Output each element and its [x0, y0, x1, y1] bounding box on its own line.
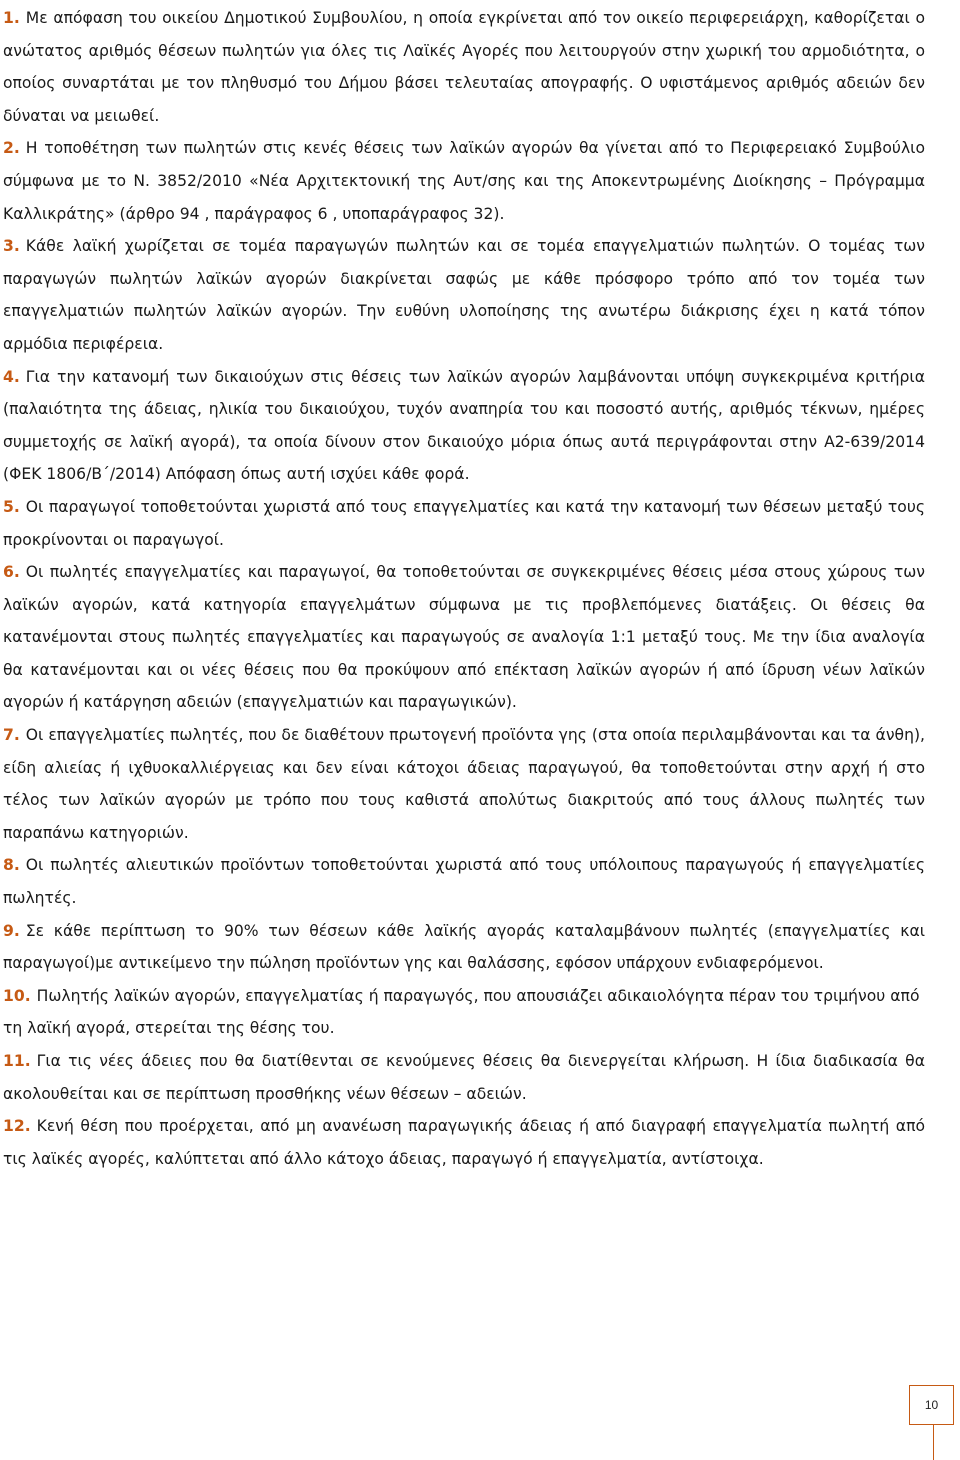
paragraph-1 [3, 2, 925, 132]
paragraph-number: 12. [3, 1117, 31, 1136]
paragraph-5 [3, 491, 925, 556]
paragraph-text: Οι επαγγελματίες πωλητές, που δε διαθέτουν πρωτογενή προϊόντα γης (στα οποία περιλαμβάνονται και τα άνθη), είδη αλιείας ή ιχθυοκαλλιέργειας και δεν είναι κάτοχοι άδειας παραγωγού, θα τοποθετούνται στην αρχή ή στο τέλος των λαϊκών αγορών με τρόπο που τους καθιστά απολύτως διακριτούς από τους άλλους πωλητές των παραπάνω κατηγοριών. [3, 726, 925, 842]
paragraph-3 [3, 230, 925, 360]
paragraph-12 [3, 1110, 925, 1175]
paragraph-text: Οι πωλητές αλιευτικών προϊόντων τοποθετούνται χωριστά από τους υπόλοιπους παραγωγούς ή επαγγελματίες πωλητές. [3, 856, 925, 908]
paragraph-text: Οι πωλητές επαγγελματίες και παραγωγοί, θα τοποθετούνται σε συγκεκριμένες θέσεις μέσα στους χώρους των λαϊκών αγορών, κατά κατηγορία επαγγελμάτων σύμφωνα με τις προβλεπόμενες διατάξεις. Οι θέσεις θα κατανέμονται στους πωλητές επαγγελματίες και παραγωγούς σε αναλογία 1:1 μεταξύ τους. Με την ίδια αναλογία θα κατανέμονται και οι νέες θέσεις που θα προκύψουν από επέκταση λαϊκών αγορών ή από ίδρυση νέων λαϊκών αγορών ή κατάργηση αδειών (επαγγελματιών και παραγωγικών). [3, 563, 925, 712]
paragraph-number: 2. [3, 139, 20, 158]
paragraph-6 [3, 556, 925, 719]
paragraph-number: 11. [3, 1052, 31, 1070]
page-number: 10 [909, 1385, 954, 1425]
paragraph-9 [3, 915, 925, 980]
paragraph-11 [3, 1045, 925, 1110]
paragraph-text: Για τις νέες άδειες που θα διατίθενται σε κενούμενες θέσεις θα διενεργείται κλήρωση. Η ίδια διαδικασία θα ακολουθείται και σε περίπτωση προσθήκης νέων θέσεων – αδειών. [3, 1052, 925, 1103]
paragraph-7 [3, 719, 925, 849]
paragraph-number: 3. [3, 237, 20, 256]
paragraph-number: 5. [3, 497, 20, 516]
paragraph-text: Με απόφαση του οικείου Δημοτικού Συμβουλίου, η οποία εγκρίνεται από τον οικείο περιφερειάρχη, καθορίζεται ο ανώτατος αριθμός θέσεων πωλητών για όλες τις Λαϊκές Αγορές που λειτουργούν στην χωρική του αρμοδιότητα, ο οποίος συναρτάται με τον πληθυσμό του Δήμου βάσει τελευταίας απογραφής. Ο υφιστάμενος αριθμός αδειών δεν δύναται να μειωθεί. [3, 9, 925, 125]
paragraph-text: Σε κάθε περίπτωση το 90% των θέσεων κάθε λαϊκής αγοράς καταλαμβάνουν πωλητές (επαγγελματίες και παραγωγοί)με αντικείμενο την πώληση προϊόντων γης και θαλάσσης, εφόσον υπάρχουν ενδιαφερόμενοι. [3, 921, 925, 973]
paragraph-number: 9. [3, 921, 20, 940]
document-body [3, 2, 925, 1175]
paragraph-number: 1. [3, 9, 20, 27]
paragraph-10 [3, 980, 925, 1045]
paragraph-number: 7. [3, 726, 20, 745]
paragraph-2 [3, 132, 925, 230]
paragraph-text: Πωλητής λαϊκών αγορών, επαγγελματίας ή παραγωγός, που απουσιάζει αδικαιολόγητα πέραν του τριμήνου από τη λαϊκή αγορά, στερείται της θέσης του. [3, 986, 920, 1038]
paragraph-number: 4. [3, 367, 20, 386]
paragraph-8 [3, 849, 925, 914]
paragraph-number: 8. [3, 856, 20, 875]
paragraph-text: Η τοποθέτηση των πωλητών στις κενές θέσεις των λαϊκών αγορών θα γίνεται από το Περιφερειακό Συμβούλιο σύμφωνα με το Ν. 3852/2010 «Νέα Αρχιτεκτονική της Αυτ/σης και της Αποκεντρωμένης Διοίκησης – Πρόγραμμα Καλλικράτης» (άρθρο 94 , παράγραφος 6 , υποπαράγραφος 32). [3, 139, 925, 223]
paragraph-number: 6. [3, 563, 20, 582]
paragraph-text: Κενή θέση που προέρχεται, από μη ανανέωση παραγωγικής άδειας ή από διαγραφή επαγγελματία πωλητή από τις λαϊκές αγορές, καλύπτεται από άλλο κάτοχο άδειας, παραγωγό ή επαγγελματία, αντίστοιχα. [3, 1117, 925, 1168]
paragraph-text: Κάθε λαϊκή χωρίζεται σε τομέα παραγωγών πωλητών και σε τομέα επαγγελματιών πωλητών. Ο τομέας των παραγωγών πωλητών λαϊκών αγορών διακρίνεται σαφώς με κάθε πρόσφορο τρόπο από τον τομέα των επαγγελματιών πωλητών λαϊκών αγορών. Την ευθύνη υλοποίησης της ανωτέρω διάκρισης έχει η κατά τόπον αρμόδια περιφέρεια. [3, 237, 925, 353]
paragraph-4 [3, 361, 925, 491]
paragraph-text: Οι παραγωγοί τοποθετούνται χωριστά από τους επαγγελματίες και κατά την κατανομή των θέσεων μεταξύ τους προκρίνονται οι παραγωγοί. [3, 497, 925, 549]
page-number-rule [933, 1425, 934, 1460]
paragraph-number: 10. [3, 986, 31, 1005]
paragraph-text: Για την κατανομή των δικαιούχων στις θέσεις των λαϊκών αγορών λαμβάνονται υπόψη συγκεκριμένα κριτήρια (παλαιότητα της άδειας, ηλικία του δικαιούχου, τυχόν αναπηρία του και ποσοστό αυτής, αριθμός τέκνων, ημέρες συμμετοχής σε λαϊκή αγορά), τα οποία δίνουν στον δικαιούχο μόρια όπως αυτά περιγράφονται στην Α2-639/2014 (ΦΕΚ 1806/Β΄/2014) Απόφαση όπως αυτή ισχύει κάθε φορά. [3, 367, 925, 484]
